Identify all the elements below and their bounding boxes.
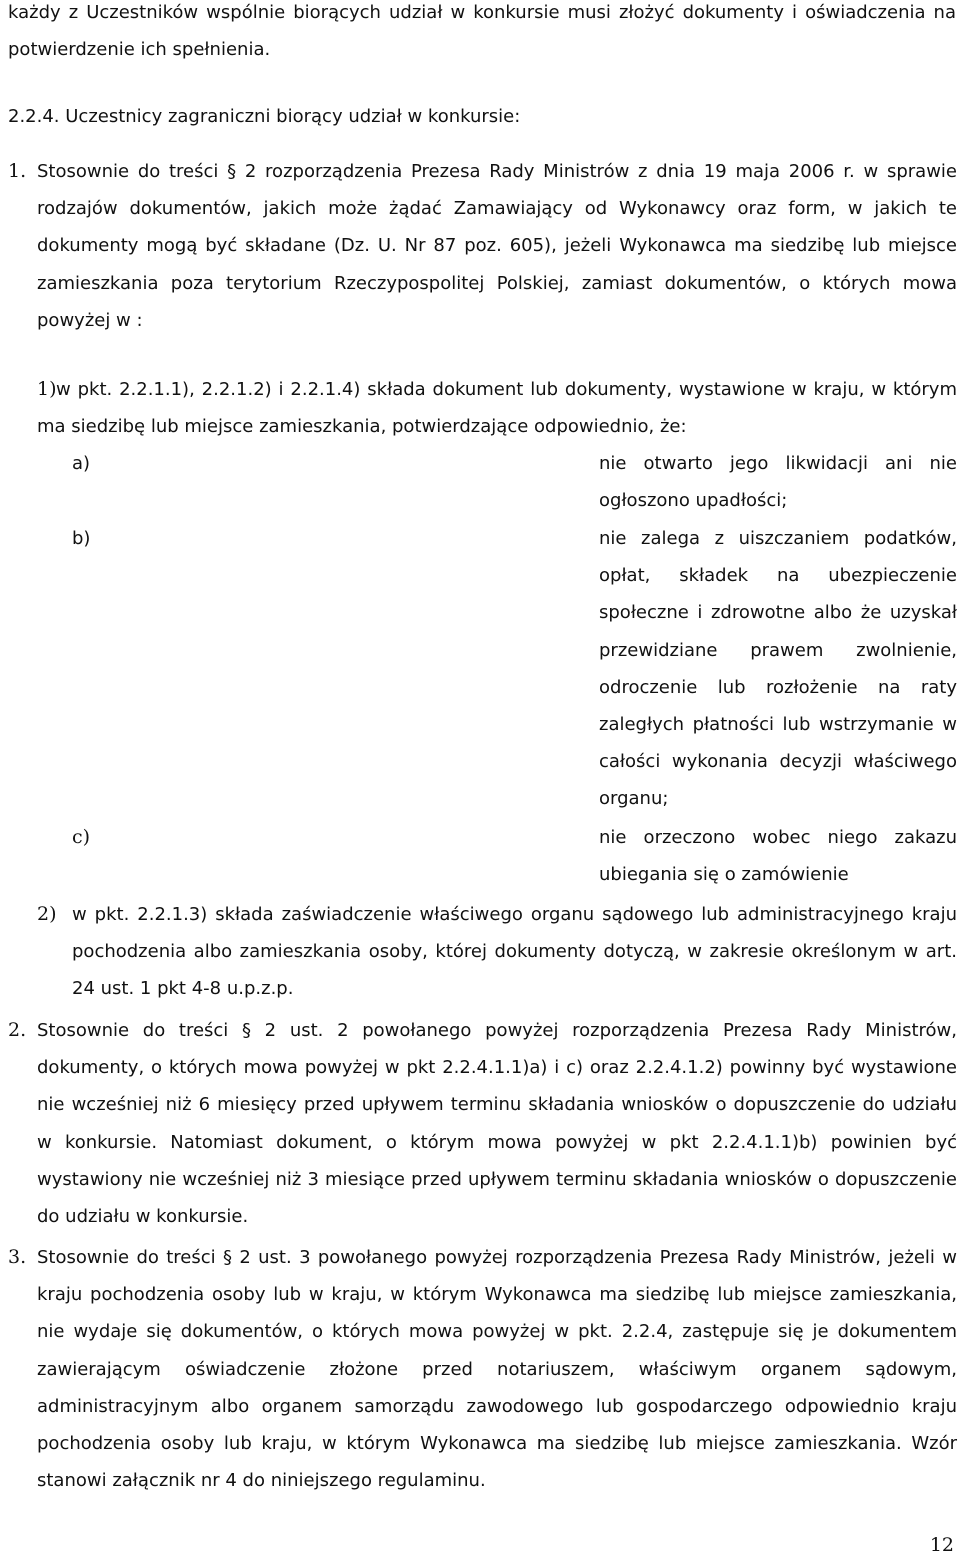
- item-1-line: dokumenty mogą być składane (Dz. U. Nr 87 poz. 605), jeżeli Wykonawca ma siedzibę lub miejsce: [37, 235, 957, 257]
- point-a-line: nie otwarto jego likwidacji ani nie: [599, 453, 957, 474]
- sub-2-number: 2): [37, 903, 57, 925]
- sub-2-line: w pkt. 2.2.1.3) składa zaświadczenie właściwego organu sądowego lub administracyjnego kraju: [72, 904, 957, 925]
- point-b-line: opłat, składek na ubezpieczenie: [599, 565, 957, 587]
- item-2-line: dokumenty, o których mowa powyżej w pkt 2.2.4.1.1)a) i c) oraz 2.2.4.1.2) powinny być wystawione: [37, 1057, 957, 1079]
- point-c-line: ubiegania się o zamówienie: [599, 864, 849, 886]
- item-2-line: w konkursie. Natomiast dokument, o którym mowa powyżej w pkt 2.2.4.1.1)b) powinien być: [37, 1131, 957, 1153]
- point-a-text: [599, 445, 957, 519]
- intro-line-2: potwierdzenie ich spełnienia.: [8, 39, 271, 61]
- item-3-line: Stosownie do treści § 2 ust. 3 powołanego powyżej rozporządzenia Prezesa Rady Ministrów, jeżeli w: [37, 1247, 957, 1268]
- item-3-line: kraju pochodzenia osoby lub w kraju, w którym Wykonawca ma siedzibę lub miejsce zamieszkania,: [37, 1284, 957, 1306]
- item-3-text: [37, 1239, 957, 1499]
- page-number: 12: [929, 1534, 954, 1556]
- point-b-line: zaległych płatności lub wstrzymanie w: [599, 714, 957, 736]
- point-b-line: całości wykonania decyzji właściwego: [599, 751, 957, 773]
- sub-2-line: 24 ust. 1 pkt 4-8 u.p.z.p.: [72, 978, 294, 1000]
- section-heading: 2.2.4. Uczestnicy zagraniczni biorący udział w konkursie:: [8, 106, 521, 127]
- item-2-line: wystawiony nie wcześniej niż 3 miesiące przed upływem terminu składania wniosków o dopuszczenie: [37, 1168, 957, 1190]
- sub-1-text: [56, 371, 957, 408]
- item-1-line: zamieszkania poza terytorium Rzeczypospolitej Polskiej, zamiast dokumentów, o których mowa: [37, 272, 957, 294]
- intro-paragraph: [8, 0, 956, 68]
- point-b-line: przewidziane prawem zwolnienie,: [599, 639, 957, 661]
- item-2-text: [37, 1012, 957, 1235]
- point-a-label: a): [72, 453, 91, 474]
- point-b-line: odroczenie lub rozłożenie na raty: [599, 676, 957, 698]
- point-c-line: nie orzeczono wobec niego zakazu: [599, 827, 957, 848]
- sub-2-line: pochodzenia albo zamieszkania osoby, której dokumenty dotyczą, w zakresie określonym w art.: [72, 941, 957, 963]
- item-1-line: rodzajów dokumentów, jakich może żądać Zamawiający od Wykonawcy oraz form, w jakich te: [37, 198, 957, 220]
- item-3-line: stanowi załącznik nr 4 do niniejszego regulaminu.: [37, 1470, 486, 1492]
- intro-line-1: każdy z Uczestników wspólnie biorących udział w konkursie musi złożyć dokumenty i oświadczenia na: [8, 2, 956, 23]
- item-2-number: 2.: [8, 1019, 27, 1041]
- item-1-number: 1.: [8, 160, 27, 182]
- point-b-line: nie zalega z uiszczaniem podatków,: [599, 528, 957, 549]
- item-1-line: powyżej w :: [37, 309, 143, 331]
- item-2-line: do udziału w konkursie.: [37, 1206, 249, 1228]
- sub-1-text-cont: [37, 408, 957, 445]
- point-b-text: [599, 520, 957, 818]
- sub-1-line: w pkt. 2.2.1.1), 2.2.1.2) i 2.2.1.4) składa dokument lub dokumenty, wystawione w kraju, w którym: [56, 379, 957, 400]
- point-b-label: b): [72, 528, 91, 549]
- point-c-text: [599, 819, 957, 893]
- item-3-line: administracyjnym albo organem samorządu zawodowego lub gospodarczego odpowiednio kraju: [37, 1395, 957, 1417]
- sub-2-text: [72, 896, 957, 1008]
- item-1-line: Stosownie do treści § 2 rozporządzenia Prezesa Rady Ministrów z dnia 19 maja 2006 r. w sprawie: [37, 161, 957, 182]
- item-3-line: zawierającym oświadczenie złożone przed notariuszem, właściwym organem sądowym,: [37, 1358, 957, 1380]
- item-2-line: Stosownie do treści § 2 ust. 2 powołanego powyżej rozporządzenia Prezesa Rady Ministrów,: [37, 1020, 957, 1041]
- point-b-line: społeczne i zdrowotne albo że uzyskał: [599, 602, 957, 624]
- sub-1-line: ma siedzibę lub miejsce zamieszkania, potwierdzające odpowiednio, że:: [37, 416, 687, 437]
- item-3-number: 3.: [8, 1246, 27, 1268]
- item-1-text: [37, 153, 957, 339]
- point-b-line: organu;: [599, 788, 669, 810]
- point-a-line: ogłoszono upadłości;: [599, 490, 788, 512]
- sub-1-number: 1): [37, 378, 57, 400]
- item-3-line: nie wydaje się dokumentów, o których mowa powyżej w pkt. 2.2.4, zastępuje się je dokumentem: [37, 1321, 957, 1343]
- point-c-label: c): [72, 826, 91, 848]
- item-2-line: nie wcześniej niż 6 miesięcy przed upływem terminu składania wniosków o dopuszczenie do udziału: [37, 1094, 957, 1116]
- item-3-line: pochodzenia osoby lub kraju, w którym Wykonawca ma siedzibę lub miejsce zamieszkania. Wzór: [37, 1433, 957, 1455]
